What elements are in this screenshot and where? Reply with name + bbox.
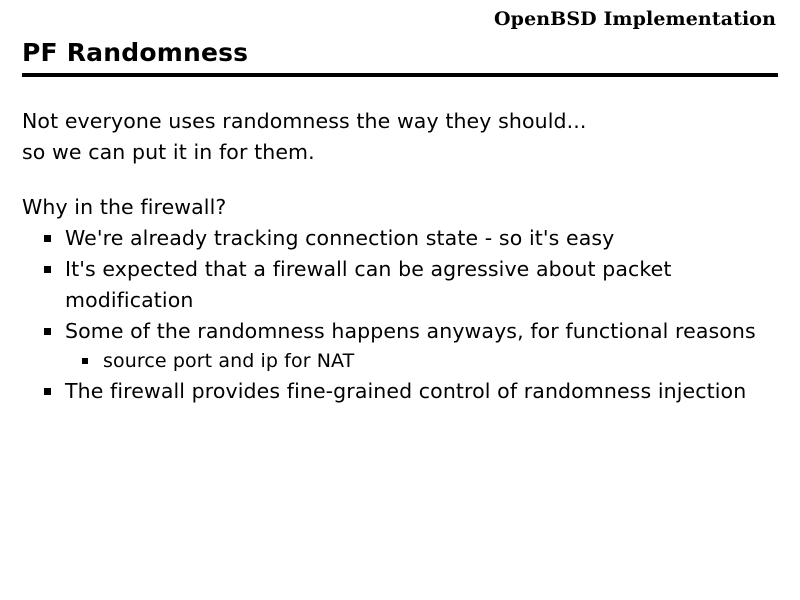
intro-line-1: Not everyone uses randomness the way they should... bbox=[22, 109, 587, 133]
slide-body bbox=[22, 106, 778, 407]
list-item bbox=[79, 347, 778, 376]
title-divider bbox=[22, 73, 778, 77]
list-item-label: Some of the randomness happens anyways, for functional reasons bbox=[65, 319, 756, 343]
section-question: Why in the firewall? bbox=[22, 195, 227, 219]
list-item bbox=[41, 376, 778, 407]
list-item bbox=[41, 223, 778, 254]
page-title: PF Randomness bbox=[22, 38, 249, 67]
intro-line-2: so we can put it in for them. bbox=[22, 140, 315, 164]
list-item-label: We're already tracking connection state - so it's easy bbox=[65, 226, 615, 250]
bullet-list bbox=[22, 223, 778, 407]
list-item-label: It's expected that a firewall can be agressive about packet modification bbox=[65, 257, 672, 312]
slide-header-right: OpenBSD Implementation bbox=[494, 8, 776, 30]
list-item bbox=[41, 254, 778, 316]
bullet-square-icon bbox=[44, 328, 51, 335]
body-spacer bbox=[22, 168, 778, 192]
bullet-square-icon bbox=[44, 235, 51, 242]
bullet-square-icon bbox=[44, 266, 51, 273]
list-item-label: source port and ip for NAT bbox=[103, 350, 355, 372]
list-item-label: The firewall provides fine-grained control of randomness injection bbox=[65, 379, 747, 403]
bullet-square-icon bbox=[44, 388, 51, 395]
bullet-square-icon bbox=[82, 358, 88, 364]
list-item bbox=[41, 316, 778, 347]
